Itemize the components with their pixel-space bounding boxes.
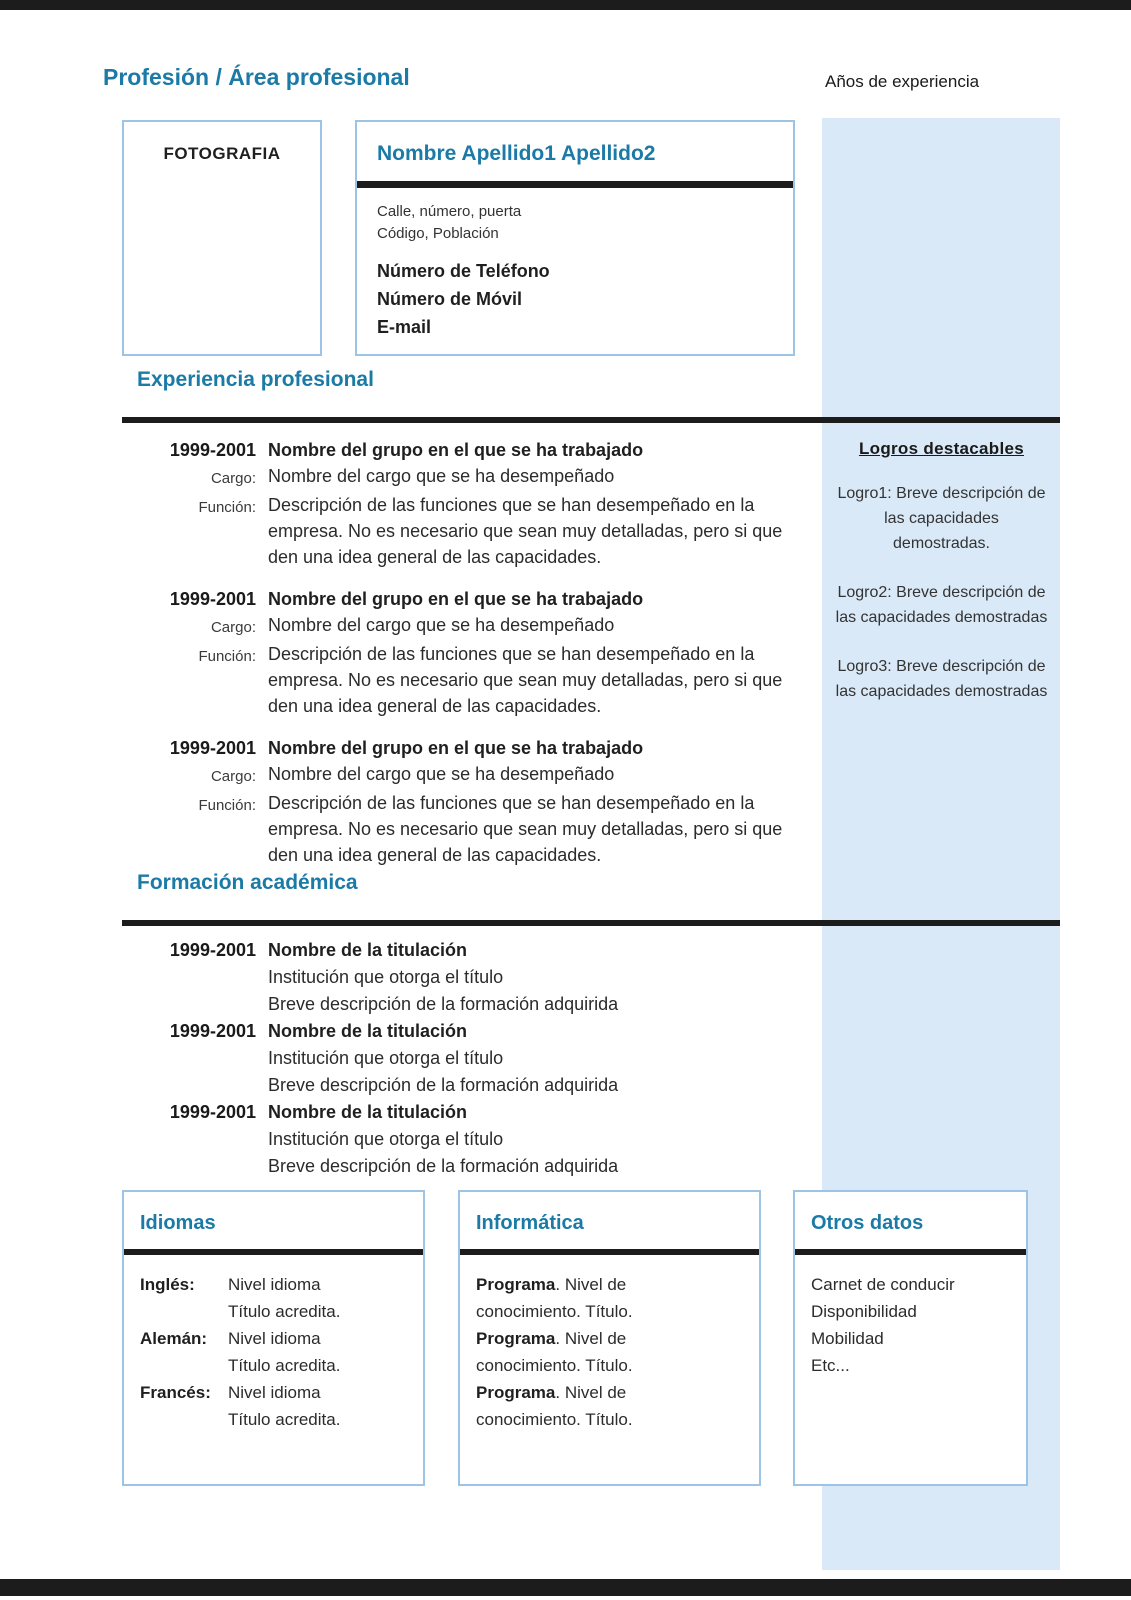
informatics-box bbox=[458, 1190, 761, 1486]
language-level: Nivel idioma bbox=[228, 1329, 321, 1348]
bottom-divider-bar bbox=[0, 1579, 1131, 1596]
other-data-box bbox=[793, 1190, 1028, 1486]
education-entry bbox=[122, 1099, 812, 1180]
experience-position-label: Cargo: bbox=[210, 470, 256, 487]
experience-description: Descripción de las funciones que se han desempeñado en la empresa. No es necesario que sean muy detalladas, pero si que den una idea general de las capacidades. bbox=[268, 644, 783, 716]
language-certificate: Título acredita. bbox=[228, 1302, 341, 1321]
email-line: E-mail bbox=[377, 317, 432, 337]
other-data-heading: Otros datos bbox=[811, 1212, 924, 1234]
language-item bbox=[140, 1271, 407, 1325]
contact-card-divider bbox=[357, 181, 793, 188]
education-entry bbox=[122, 1018, 812, 1099]
education-entries bbox=[122, 937, 812, 1180]
education-title: Nombre de la titulación bbox=[268, 1021, 468, 1041]
person-name: Nombre Apellido1 Apellido2 bbox=[377, 142, 656, 165]
experience-section-heading: Experiencia profesional bbox=[137, 368, 374, 391]
achievement-item: Logro1: Breve descripción de las capacidades demostradas. bbox=[837, 485, 1046, 552]
education-description: Breve descripción de la formación adquirida bbox=[268, 994, 619, 1014]
program-detail: . Nivel de conocimiento. Título. bbox=[476, 1329, 633, 1375]
experience-position: Nombre del cargo que se ha desempeñado bbox=[268, 615, 615, 635]
experience-period: 1999-2001 bbox=[169, 440, 256, 460]
achievement-item: Logro2: Breve descripción de las capacidades demostradas bbox=[835, 584, 1048, 626]
language-level: Nivel idioma bbox=[228, 1275, 321, 1294]
experience-period: 1999-2001 bbox=[169, 589, 256, 609]
language-item bbox=[140, 1325, 407, 1379]
experience-entry bbox=[122, 437, 812, 570]
education-period: 1999-2001 bbox=[169, 940, 256, 960]
experience-description: Descripción de las funciones que se han desempeñado en la empresa. No es necesario que sean muy detalladas, pero si que den una idea general de las capacidades. bbox=[268, 793, 783, 865]
experience-function-label: Función: bbox=[198, 499, 256, 516]
experience-entry bbox=[122, 735, 812, 868]
language-detail bbox=[228, 1379, 407, 1433]
informatics-item bbox=[476, 1379, 690, 1433]
experience-entry bbox=[122, 586, 812, 719]
experience-position-label: Cargo: bbox=[210, 768, 256, 785]
experience-function-label: Función: bbox=[198, 797, 256, 814]
education-title: Nombre de la titulación bbox=[268, 1102, 468, 1122]
experience-description: Descripción de las funciones que se han desempeñado en la empresa. No es necesario que sean muy detalladas, pero si que den una idea general de las capacidades. bbox=[268, 495, 783, 567]
experience-section-divider bbox=[122, 417, 1060, 423]
other-data-list bbox=[795, 1255, 1026, 1379]
experience-company: Nombre del grupo en el que se ha trabajado bbox=[268, 440, 644, 460]
address-line-1: Calle, número, puerta bbox=[377, 203, 522, 220]
education-title: Nombre de la titulación bbox=[268, 940, 468, 960]
photo-placeholder bbox=[122, 120, 322, 356]
informatics-item bbox=[476, 1271, 690, 1325]
education-section-heading: Formación académica bbox=[137, 871, 358, 894]
experience-years-label: Años de experiencia bbox=[825, 72, 980, 91]
language-name: Francés: bbox=[140, 1383, 211, 1402]
other-data-item: Disponibilidad bbox=[811, 1302, 917, 1321]
experience-entries bbox=[122, 437, 812, 884]
education-description: Breve descripción de la formación adquirida bbox=[268, 1075, 619, 1095]
achievement-item: Logro3: Breve descripción de las capacidades demostradas bbox=[835, 658, 1048, 700]
experience-period: 1999-2001 bbox=[169, 738, 256, 758]
informatics-list bbox=[460, 1255, 759, 1433]
experience-company: Nombre del grupo en el que se ha trabajado bbox=[268, 589, 644, 609]
language-certificate: Título acredita. bbox=[228, 1356, 341, 1375]
experience-company: Nombre del grupo en el que se ha trabajado bbox=[268, 738, 644, 758]
other-data-item: Etc... bbox=[811, 1356, 850, 1375]
language-certificate: Título acredita. bbox=[228, 1410, 341, 1429]
program-name: Programa bbox=[476, 1383, 556, 1402]
mobile-line: Número de Móvil bbox=[377, 289, 523, 309]
top-divider-bar bbox=[0, 0, 1131, 10]
program-name: Programa bbox=[476, 1275, 556, 1294]
experience-position: Nombre del cargo que se ha desempeñado bbox=[268, 466, 615, 486]
other-data-item: Carnet de conducir bbox=[811, 1275, 955, 1294]
informatics-item bbox=[476, 1325, 690, 1379]
program-detail: . Nivel de conocimiento. Título. bbox=[476, 1275, 633, 1321]
education-institution: Institución que otorga el título bbox=[268, 1048, 504, 1068]
education-institution: Institución que otorga el título bbox=[268, 1129, 504, 1149]
contact-card bbox=[355, 120, 795, 356]
program-name: Programa bbox=[476, 1329, 556, 1348]
program-detail: . Nivel de conocimiento. Título. bbox=[476, 1383, 633, 1429]
language-name: Inglés: bbox=[140, 1275, 195, 1294]
photo-placeholder-label: FOTOGRAFIA bbox=[163, 144, 281, 163]
language-name: Alemán: bbox=[140, 1329, 208, 1348]
language-detail bbox=[228, 1271, 407, 1325]
education-period: 1999-2001 bbox=[169, 1102, 256, 1122]
language-detail bbox=[228, 1325, 407, 1379]
informatics-heading: Informática bbox=[476, 1212, 584, 1234]
address-line-2: Código, Población bbox=[377, 225, 499, 242]
education-section-divider bbox=[122, 920, 1060, 926]
education-entry bbox=[122, 937, 812, 1018]
languages-list bbox=[124, 1255, 423, 1433]
other-data-item: Mobilidad bbox=[811, 1329, 884, 1348]
language-level: Nivel idioma bbox=[228, 1383, 321, 1402]
achievements-panel bbox=[823, 439, 1060, 728]
experience-position-label: Cargo: bbox=[210, 619, 256, 636]
education-period: 1999-2001 bbox=[169, 1021, 256, 1041]
experience-position: Nombre del cargo que se ha desempeñado bbox=[268, 764, 615, 784]
education-description: Breve descripción de la formación adquirida bbox=[268, 1156, 619, 1176]
language-item bbox=[140, 1379, 407, 1433]
experience-function-label: Función: bbox=[198, 648, 256, 665]
phone-line: Número de Teléfono bbox=[377, 261, 550, 281]
languages-box bbox=[122, 1190, 425, 1486]
achievements-heading: Logros destacables bbox=[858, 439, 1025, 458]
page-title: Profesión / Área profesional bbox=[103, 64, 410, 90]
education-institution: Institución que otorga el título bbox=[268, 967, 504, 987]
contact-lines bbox=[357, 245, 793, 341]
languages-heading: Idiomas bbox=[140, 1212, 216, 1234]
